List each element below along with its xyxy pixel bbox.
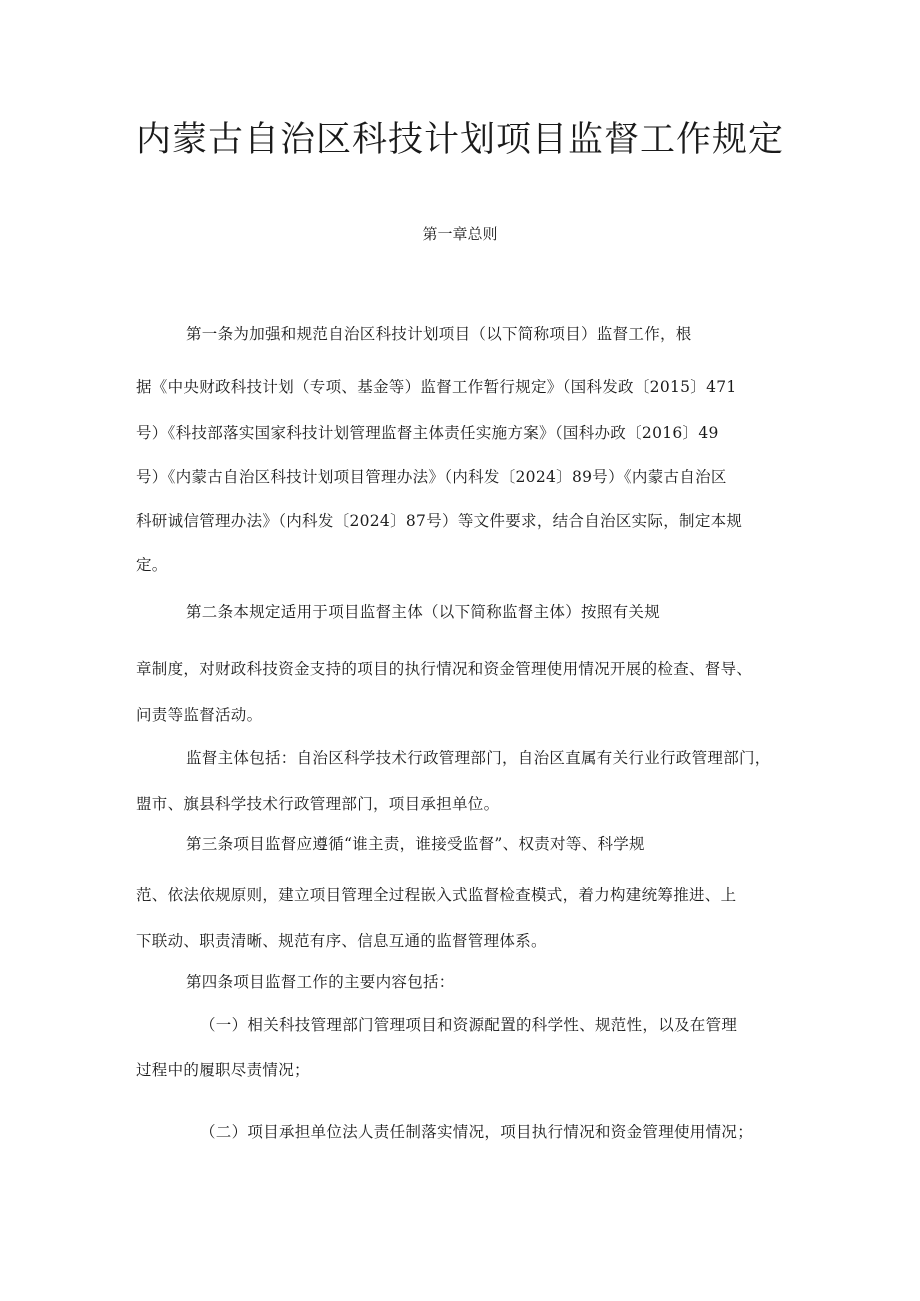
paragraph-line: 定。 <box>136 556 168 574</box>
chapter-heading: 第一章总则 <box>422 225 498 243</box>
paragraph-line: 号）《科技部落实国家科技计划管理监督主体责任实施方案》（国科办政〔2016〕49 <box>136 424 719 442</box>
paragraph-line: （一）相关科技管理部门管理项目和资源配置的科学性、规范性，以及在管理 <box>200 1016 738 1034</box>
paragraph-line: 监督主体包括：自治区科学技术行政管理部门，自治区直属有关行业行政管理部门， <box>186 749 771 767</box>
paragraph-line: 第三条项目监督应遵循“谁主责，谁接受监督”、权责对等、科学规 <box>186 835 645 853</box>
paragraph-line: 章制度，对财政科技资金支持的项目的执行情况和资金管理使用情况开展的检查、督导、 <box>136 660 753 678</box>
document-title: 内蒙古自治区科技计划项目监督工作规定 <box>135 120 784 160</box>
paragraph-line: 号）《内蒙古自治区科技计划项目管理办法》（内科发〔2024〕89号）《内蒙古自治区 <box>136 468 727 486</box>
paragraph-line: 第二条本规定适用于项目监督主体（以下简称监督主体）按照有关规 <box>186 603 661 621</box>
paragraph-line: 下联动、职责清晰、规范有序、信息互通的监督管理体系。 <box>136 932 547 950</box>
paragraph-line: 盟市、旗县科学技术行政管理部门，项目承担单位。 <box>136 795 500 813</box>
paragraph-line: 问责等监督活动。 <box>136 706 263 724</box>
paragraph-line: 第四条项目监督工作的主要内容包括： <box>186 973 455 991</box>
paragraph-line: 据《中央财政科技计划（专项、基金等）监督工作暂行规定》（国科发政〔2015〕471 <box>136 378 737 396</box>
paragraph-line: （二）项目承担单位法人责任制落实情况，项目执行情况和资金管理使用情况； <box>200 1123 754 1141</box>
paragraph-line: 科研诚信管理办法》（内科发〔2024〕87号）等文件要求，结合自治区实际，制定本规 <box>136 512 743 530</box>
paragraph-line: 范、依法依规原则，建立项目管理全过程嵌入式监督检查模式，着力构建统筹推进、上 <box>136 886 737 904</box>
paragraph-line: 过程中的履职尽责情况； <box>136 1061 310 1079</box>
paragraph-line: 第一条为加强和规范自治区科技计划项目（以下简称项目）监督工作，根 <box>186 325 692 343</box>
